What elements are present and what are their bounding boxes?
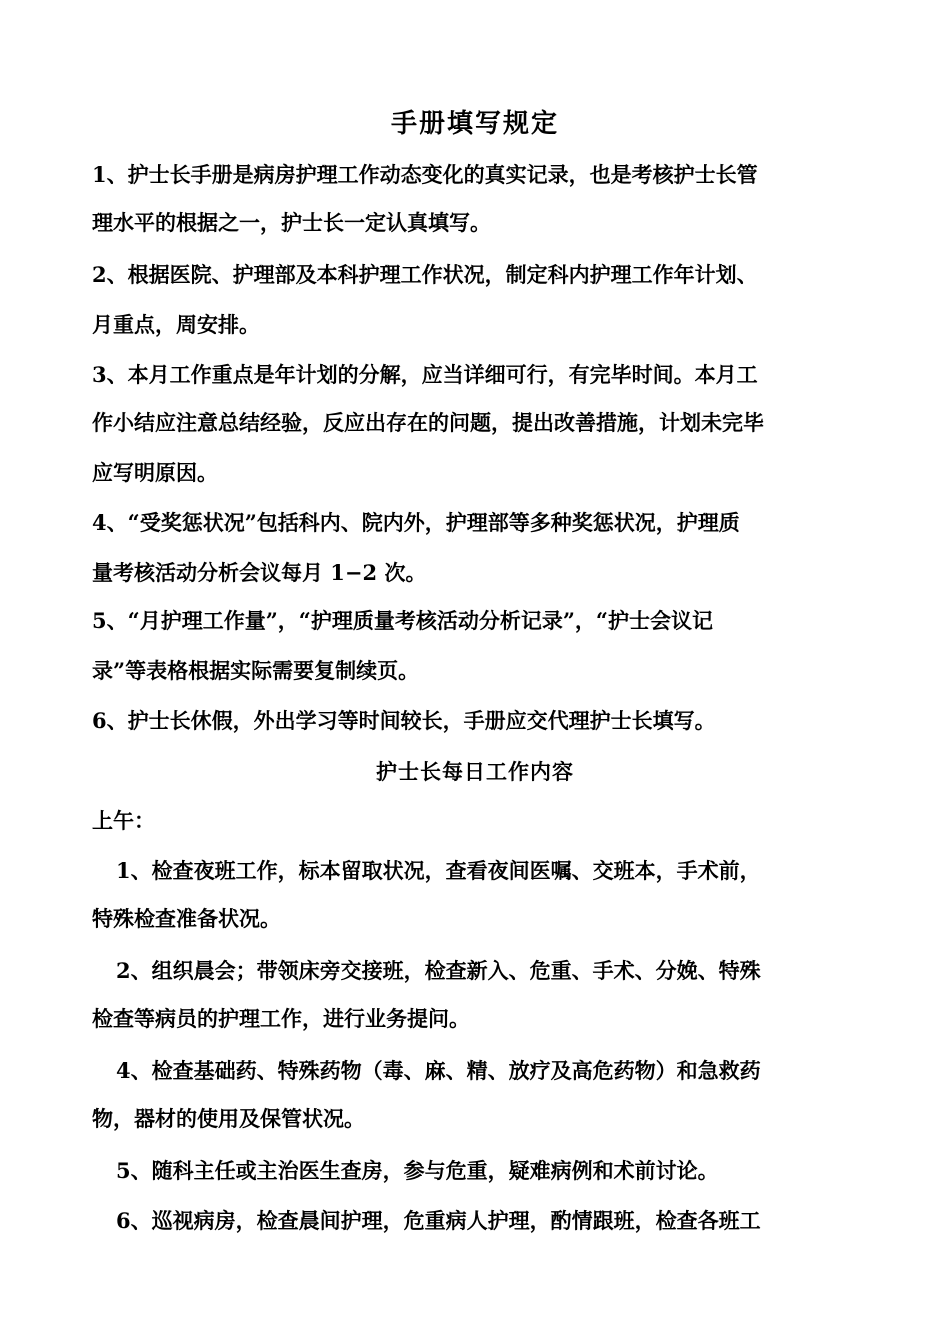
section-title: 护士长每日工作内容	[376, 759, 574, 784]
rule-5-line-1: 5、“月护理工作量”，“护理质量考核活动分析记录”，“护士会议记	[92, 608, 714, 633]
morning-item-4-line-1: 4、检查基础药、特殊药物（毒、麻、精、放疗及高危药物）和急救药	[116, 1058, 761, 1083]
rule-3-line-2: 作小结应注意总结经验，反应出存在的问题，提出改善措施，计划未完毕	[92, 410, 764, 435]
morning-label: 上午：	[92, 808, 155, 833]
morning-item-1-line-2: 特殊检查准备状况。	[92, 906, 281, 931]
rule-2-line-1: 2、根据医院、护理部及本科护理工作状况，制定科内护理工作年计划、	[92, 262, 758, 287]
morning-item-1-line-1: 1、检查夜班工作，标本留取状况，查看夜间医嘱、交班本，手术前，	[116, 858, 761, 883]
rule-6-line-1: 6、护士长休假，外出学习等时间较长，手册应交代理护士长填写。	[92, 708, 716, 733]
rule-1-line-1: 1、护士长手册是病房护理工作动态变化的真实记录，也是考核护士长管	[92, 162, 758, 187]
morning-item-2-line-1: 2、组织晨会；带领床旁交接班，检查新入、危重、手术、分娩、特殊	[116, 958, 761, 983]
rule-3-line-1: 3、本月工作重点是年计划的分解，应当详细可行，有完毕时间。本月工	[92, 362, 758, 387]
morning-item-4-line-2: 物，器材的使用及保管状况。	[92, 1106, 365, 1131]
morning-item-6-line-1: 6、巡视病房，检查晨间护理，危重病人护理，酌情跟班，检查各班工	[116, 1208, 761, 1233]
rule-4-line-1: 4、“受奖惩状况”包括科内、院内外，护理部等多种奖惩状况，护理质	[92, 510, 740, 535]
morning-item-5-line-1: 5、随科主任或主治医生查房，参与危重，疑难病例和术前讨论。	[116, 1158, 719, 1183]
rule-2-line-2: 月重点，周安排。	[92, 312, 260, 337]
rule-3-line-3: 应写明原因。	[92, 460, 218, 485]
rule-5-line-2: 录”等表格根据实际需要复制续页。	[92, 658, 420, 683]
morning-item-2-line-2: 检查等病员的护理工作，进行业务提问。	[92, 1006, 470, 1031]
rule-1-line-2: 理水平的根据之一，护士长一定认真填写。	[92, 210, 491, 235]
rule-4-line-2: 量考核活动分析会议每月 1−2 次。	[92, 560, 427, 585]
page-title: 手册填写规定	[390, 109, 559, 139]
